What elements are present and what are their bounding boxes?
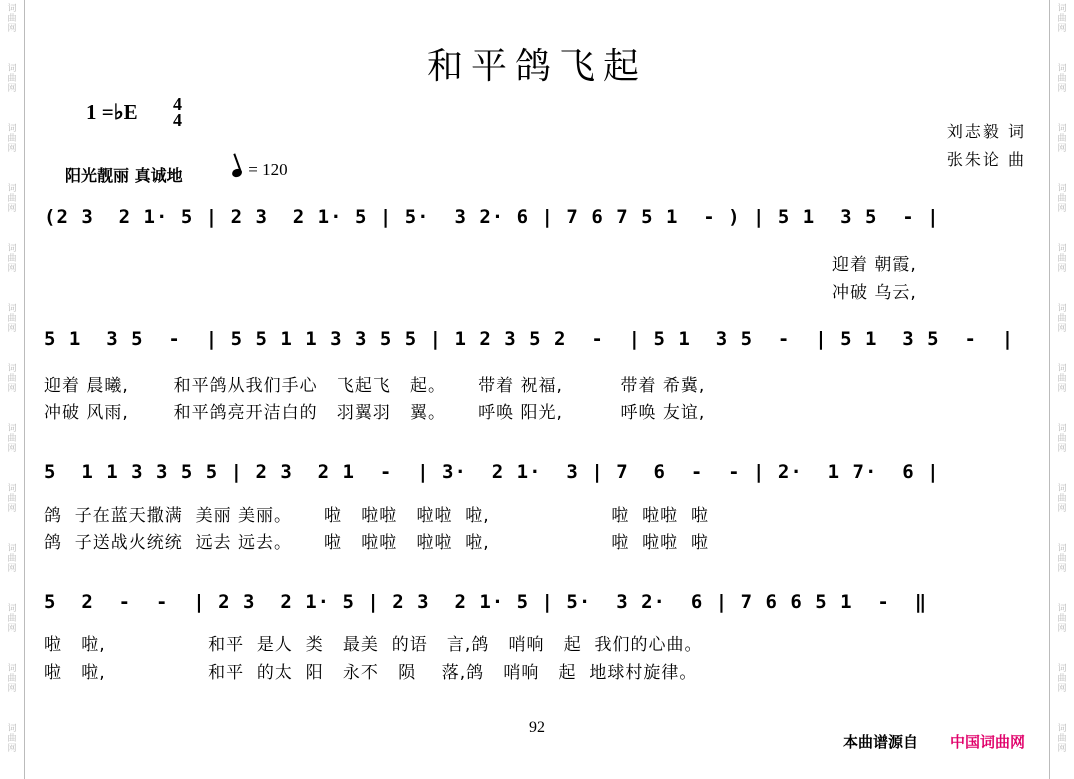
source-label: 本曲谱源自: [843, 733, 919, 751]
lyric-line: 啦 啦, 和平 的太 阳 永不 陨 落,鸽 哨响 起 地球村旋律。: [44, 663, 698, 683]
song-title: 和平鸽飞起: [426, 46, 647, 87]
watermark-text: 词 曲 网: [7, 364, 17, 394]
watermark-text: 词 曲 网: [7, 424, 17, 454]
lyric-line: 啦 啦, 和平 是人 类 最美 的语 言,鸽 哨响 起 我们的心曲。: [44, 635, 703, 655]
watermark-text: 词 曲 网: [1057, 4, 1067, 34]
watermark-text: 词 曲 网: [7, 724, 17, 754]
watermark-text: 词 曲 网: [7, 544, 17, 574]
watermark-text: 词 曲 网: [7, 64, 17, 94]
watermark-text: 词 曲 网: [7, 664, 17, 694]
watermark-text: 词 曲 网: [7, 124, 17, 154]
quarter-note-icon: [231, 168, 243, 179]
score-row: [44, 206, 1030, 256]
page-number: 92: [529, 719, 545, 736]
lyric-line: 冲破 风雨, 和平鸽亮开洁白的 羽翼羽 翼。 呼唤 阳光, 呼唤 友谊,: [44, 403, 706, 423]
lyricist-credit: 刘志毅 词: [946, 122, 1026, 141]
watermark-text: 词 曲 网: [7, 4, 17, 34]
watermark-text: 词 曲 网: [1057, 544, 1067, 574]
notation-line: (2 3 2 1· 5 | 2 3 2 1· 5 | 5· 3 2· 6 | 7 6 7 5 1 - ) | 5 1 3 5 - |: [44, 206, 940, 228]
watermark-text: 词 曲 网: [7, 244, 17, 274]
lyric-line: 迎着 晨曦, 和平鸽从我们手心 飞起飞 起。 带着 祝福, 带着 希冀,: [44, 376, 706, 396]
notation-line: 5 1 1 3 3 5 5 | 2 3 2 1 - | 3· 2 1· 3 | 7 6 - - | 2· 1 7· 6 |: [44, 461, 940, 483]
lyric-line: 鸽 子送战火统统 远去 远去。 啦 啦啦 啦啦 啦, 啦 啦啦 啦: [44, 533, 709, 553]
watermark-text: 词 曲 网: [7, 184, 17, 214]
watermark-text: 词 曲 网: [7, 304, 17, 334]
watermark-text: 词 曲 网: [1057, 304, 1067, 334]
watermark-text: 词 曲 网: [1057, 64, 1067, 94]
lyric-line: 鸽 子在蓝天撒满 美丽 美丽。 啦 啦啦 啦啦 啦, 啦 啦啦 啦: [44, 506, 709, 526]
watermark-text: 词 曲 网: [1057, 184, 1067, 214]
watermark-text: 词 曲 网: [1057, 244, 1067, 274]
lyric-line: 迎着 朝霞,: [832, 255, 917, 275]
watermark-text: 词 曲 网: [1057, 424, 1067, 454]
lyric-line: 冲破 乌云,: [832, 283, 917, 303]
composer-credit: 张朱论 曲: [946, 150, 1026, 169]
time-signature: 4 4: [173, 94, 182, 130]
watermark-text: 词 曲 网: [1057, 124, 1067, 154]
watermark-text: 词 曲 网: [1057, 664, 1067, 694]
watermark-text: 词 曲 网: [1057, 604, 1067, 634]
watermark-text: 词 曲 网: [1057, 364, 1067, 394]
watermark-text: 词 曲 网: [1057, 724, 1067, 754]
source-site-link[interactable]: 中国词曲网: [950, 733, 1026, 751]
expression-marking: 阳光靓丽 真诚地: [65, 166, 183, 185]
notation-line: 5 1 3 5 - | 5 5 1 1 3 3 5 5 | 1 2 3 5 2 - | 5 1 3 5 - | 5 1 3 5 - |: [44, 328, 1015, 350]
key-signature: 1 =♭E: [86, 100, 138, 124]
tempo-marking: = 120: [232, 160, 288, 180]
watermark-text: 词 曲 网: [1057, 484, 1067, 514]
watermark-text: 词 曲 网: [7, 484, 17, 514]
notation-line: 5 2 - - | 2 3 2 1· 5 | 2 3 2 1· 5 | 5· 3 2· 6 | 7 6 6 5 1 - ‖: [44, 591, 928, 613]
watermark-text: 词 曲 网: [7, 604, 17, 634]
